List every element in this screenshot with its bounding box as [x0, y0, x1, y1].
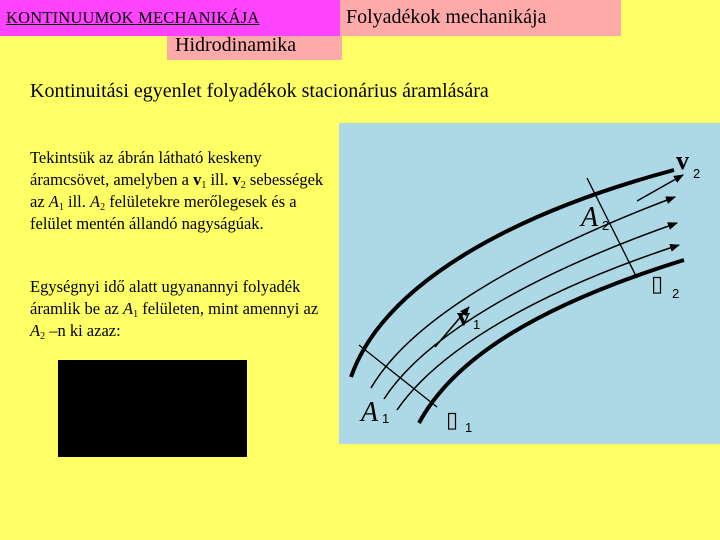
main-topic-tag: [0, 0, 340, 36]
subtopic-label: Folyadékok mechanikája: [346, 6, 547, 28]
section-tag: [167, 36, 342, 60]
label-A2: A: [581, 202, 599, 233]
main-topic-label: KONTINUUMOK MECHANIKÁJA: [6, 8, 260, 27]
label-v1-sub: 1: [473, 317, 481, 332]
delta-l1-glyph: ▯: [446, 408, 459, 433]
label-v2: v: [676, 146, 689, 175]
streamline-2: [384, 223, 680, 399]
flow-tube-diagram: [339, 123, 720, 444]
flow-tube-svg: [339, 123, 720, 444]
flow-paragraph: Egységnyi idő alatt ugyanannyi folyadék áramlik be az $A_1$ felületen, mint amennyi az $A_2$ –n ki azaz:: [30, 277, 319, 342]
label-A2-sub: 2: [602, 218, 610, 233]
label-A1-sub: 1: [382, 411, 390, 426]
label-v1: v: [457, 302, 470, 331]
subtopic-tag: [340, 0, 621, 36]
delta-l1-sub: 1: [465, 420, 473, 435]
label-A1: A: [361, 397, 379, 428]
delta-l2-sub: 2: [672, 286, 680, 301]
section-label: Hidrodinamika: [175, 34, 297, 56]
tube-lower-wall: [419, 260, 684, 423]
delta-l2-glyph: ▯: [651, 272, 664, 297]
intro-paragraph: Tekintsük az ábrán látható keskeny áramcsövet, amelyben a $v_1$ ill. $v_2$ sebességek az $A_1$ ill. $A_2$ felületekre merőlegesek és a felület mentén állandó nagyságúak.: [30, 148, 324, 233]
slide-title: Kontinuitási egyenlet folyadékok stacionárius áramlására: [30, 80, 489, 102]
label-v2-sub: 2: [693, 166, 701, 181]
tube-upper-wall: [351, 170, 674, 377]
streamline-1: [371, 197, 675, 388]
equation-placeholder: [58, 360, 247, 457]
